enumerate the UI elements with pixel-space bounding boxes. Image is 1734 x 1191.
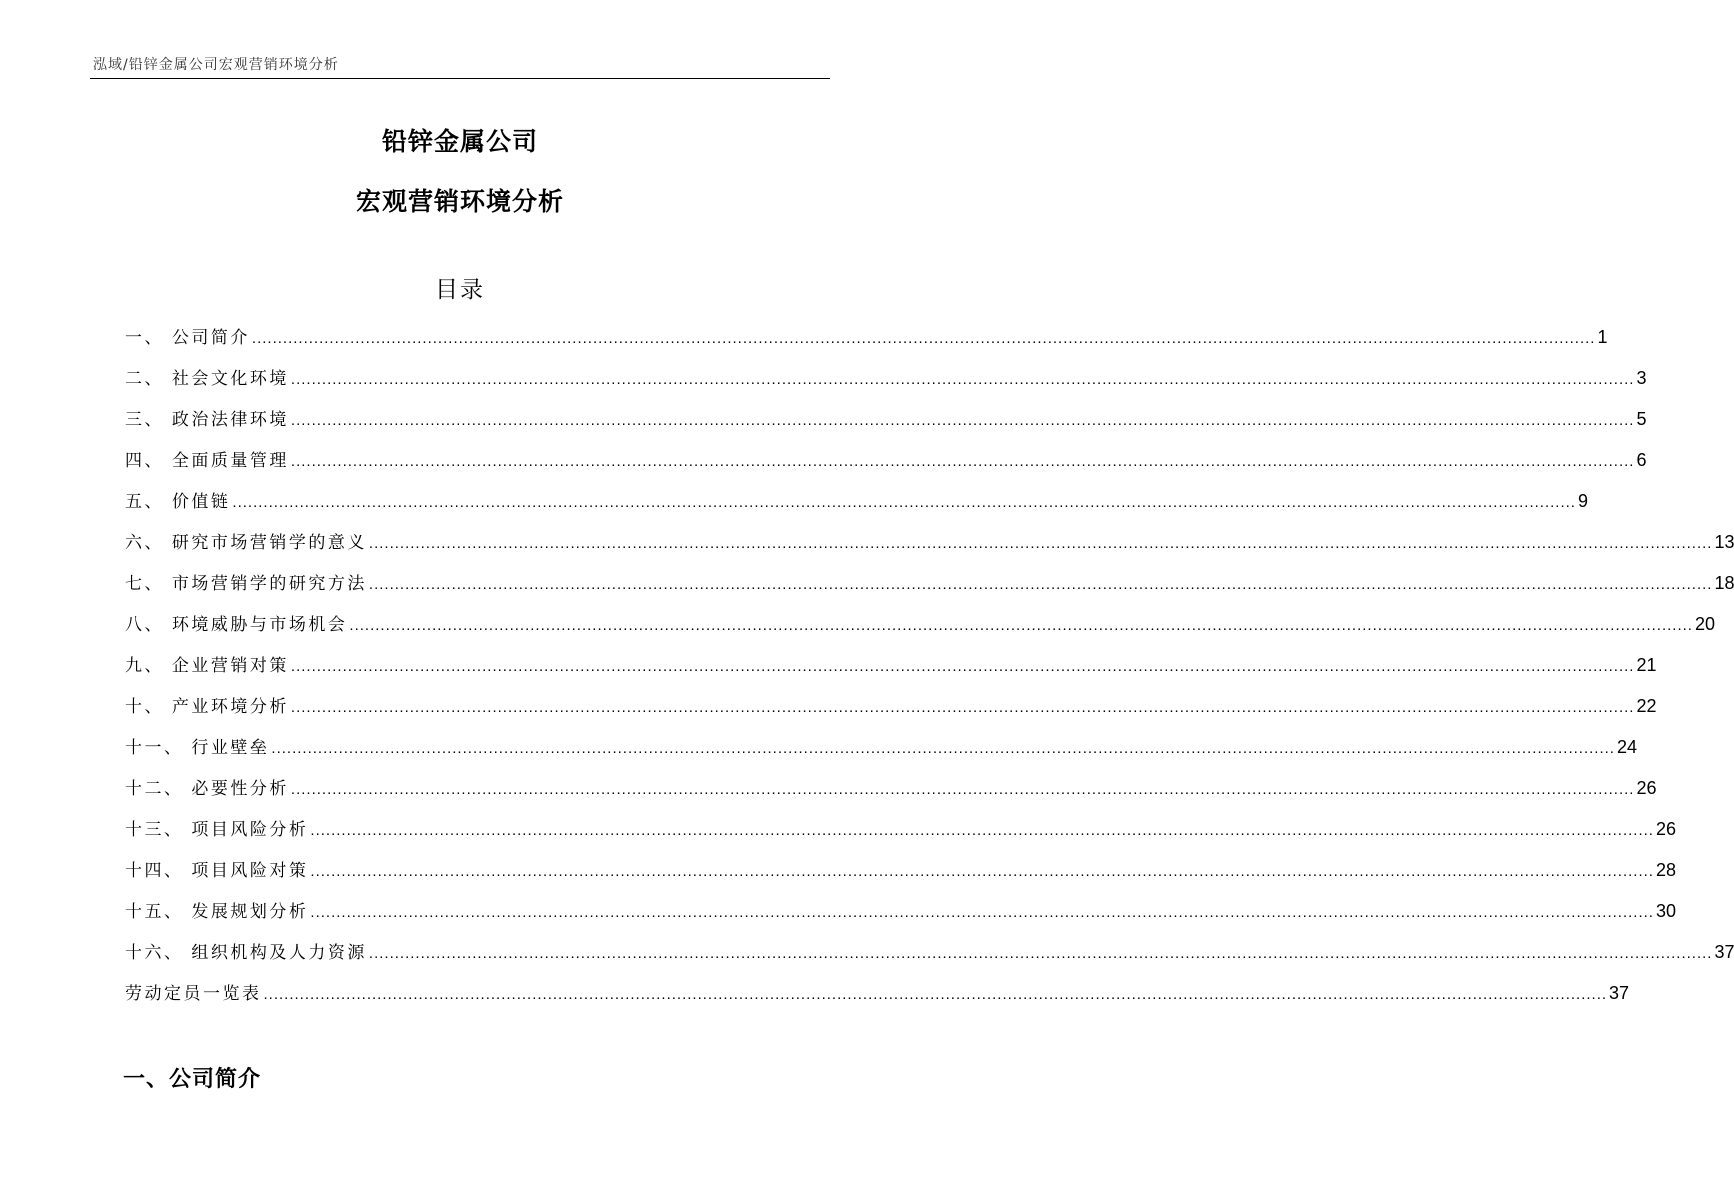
toc-entry-label: 八、 环境威胁与市场机会 xyxy=(125,615,348,635)
toc-entry[interactable] xyxy=(125,405,1647,446)
toc-entry-page: 28 xyxy=(1655,860,1676,880)
toc-entry-label: 一、 公司简介 xyxy=(125,328,250,348)
toc-entry[interactable] xyxy=(125,487,1588,528)
toc-leader-dots: .................................................................................................................................................................................................................................................................... xyxy=(290,658,1635,675)
toc-entry-page: 1 xyxy=(1597,327,1608,347)
toc-leader-dots: .................................................................................................................................................................................................................................................................... xyxy=(232,494,1576,511)
toc-leader-dots: .................................................................................................................................................................................................................................................................... xyxy=(290,371,1635,388)
toc-entry-label: 三、 政治法律环境 xyxy=(125,410,289,430)
toc-entry[interactable] xyxy=(125,774,1657,815)
toc-entry-label: 五、 价值链 xyxy=(125,492,231,512)
running-header: 泓域/铅锌金属公司宏观营销环境分析 xyxy=(93,57,339,73)
toc-entry[interactable] xyxy=(125,528,1734,569)
toc-leader-dots: .................................................................................................................................................................................................................................................................... xyxy=(290,781,1635,798)
toc-entry-label: 六、 研究市场营销学的意义 xyxy=(125,533,367,553)
document-subtitle: 宏观营销环境分析 xyxy=(355,187,564,216)
toc-entry-page: 18 xyxy=(1714,573,1734,593)
toc-entry[interactable] xyxy=(125,733,1637,774)
toc-entry[interactable] xyxy=(125,364,1647,405)
toc-entry-page: 24 xyxy=(1616,737,1637,757)
toc-entry-label: 十四、 项目风险对策 xyxy=(125,861,309,881)
toc-entry[interactable] xyxy=(125,897,1676,938)
toc-leader-dots: .................................................................................................................................................................................................................................................................... xyxy=(271,740,1615,757)
toc-leader-dots: .................................................................................................................................................................................................................................................................... xyxy=(290,412,1635,429)
section-heading: 一、公司简介 xyxy=(123,1067,262,1092)
toc-entry-page: 5 xyxy=(1636,409,1647,429)
toc-entry[interactable] xyxy=(125,815,1676,856)
toc-entry-page: 9 xyxy=(1577,491,1588,511)
toc-entry[interactable] xyxy=(125,323,1608,364)
header-divider xyxy=(90,78,830,79)
toc-leader-dots: .................................................................................................................................................................................................................................................................... xyxy=(368,576,1713,593)
toc-entry-page: 30 xyxy=(1655,901,1676,921)
toc-entry-page: 20 xyxy=(1694,614,1715,634)
toc-entry-label: 十六、 组织机构及人力资源 xyxy=(125,943,367,963)
toc-entry-label: 十二、 必要性分析 xyxy=(125,779,289,799)
toc-leader-dots: .................................................................................................................................................................................................................................................................... xyxy=(310,904,1654,921)
toc-entry-page: 22 xyxy=(1636,696,1657,716)
toc-heading: 目录 xyxy=(435,277,485,303)
toc-entry[interactable] xyxy=(125,938,1734,979)
toc-entry-label: 十、 产业环境分析 xyxy=(125,697,289,717)
toc-leader-dots: .................................................................................................................................................................................................................................................................... xyxy=(310,863,1654,880)
toc-leader-dots: .................................................................................................................................................................................................................................................................... xyxy=(263,986,1608,1003)
toc-entry[interactable] xyxy=(125,569,1734,610)
toc-leader-dots: .................................................................................................................................................................................................................................................................... xyxy=(251,330,1596,347)
toc-entry-label: 九、 企业营销对策 xyxy=(125,656,289,676)
toc-entry[interactable] xyxy=(125,856,1676,897)
toc-entry[interactable] xyxy=(125,610,1715,651)
toc-entry-label: 十一、 行业壁垒 xyxy=(125,738,270,758)
toc-entry-page: 21 xyxy=(1636,655,1657,675)
toc-entry[interactable] xyxy=(125,692,1657,733)
toc-entry[interactable] xyxy=(125,979,1630,1020)
toc-entry-page: 3 xyxy=(1636,368,1647,388)
toc-entry-label: 劳动定员一览表 xyxy=(125,984,262,1004)
toc-entry[interactable] xyxy=(125,651,1657,692)
toc-entry-label: 二、 社会文化环境 xyxy=(125,369,289,389)
table-of-contents xyxy=(125,323,1734,1020)
toc-entry-page: 26 xyxy=(1655,819,1676,839)
toc-entry-label: 十三、 项目风险分析 xyxy=(125,820,309,840)
toc-leader-dots: .................................................................................................................................................................................................................................................................... xyxy=(349,617,1693,634)
toc-entry[interactable] xyxy=(125,446,1647,487)
toc-entry-page: 26 xyxy=(1636,778,1657,798)
document-title: 铅锌金属公司 xyxy=(381,127,538,156)
toc-entry-page: 37 xyxy=(1609,983,1630,1003)
toc-leader-dots: .................................................................................................................................................................................................................................................................... xyxy=(290,699,1635,716)
toc-leader-dots: .................................................................................................................................................................................................................................................................... xyxy=(290,453,1635,470)
toc-entry-label: 七、 市场营销学的研究方法 xyxy=(125,574,367,594)
toc-entry-label: 十五、 发展规划分析 xyxy=(125,902,309,922)
toc-leader-dots: .................................................................................................................................................................................................................................................................... xyxy=(368,535,1713,552)
toc-entry-label: 四、 全面质量管理 xyxy=(125,451,289,471)
toc-leader-dots: .................................................................................................................................................................................................................................................................... xyxy=(310,822,1654,839)
toc-leader-dots: .................................................................................................................................................................................................................................................................... xyxy=(368,945,1713,962)
toc-entry-page: 37 xyxy=(1714,942,1734,962)
toc-entry-page: 6 xyxy=(1636,450,1647,470)
toc-entry-page: 13 xyxy=(1714,532,1734,552)
